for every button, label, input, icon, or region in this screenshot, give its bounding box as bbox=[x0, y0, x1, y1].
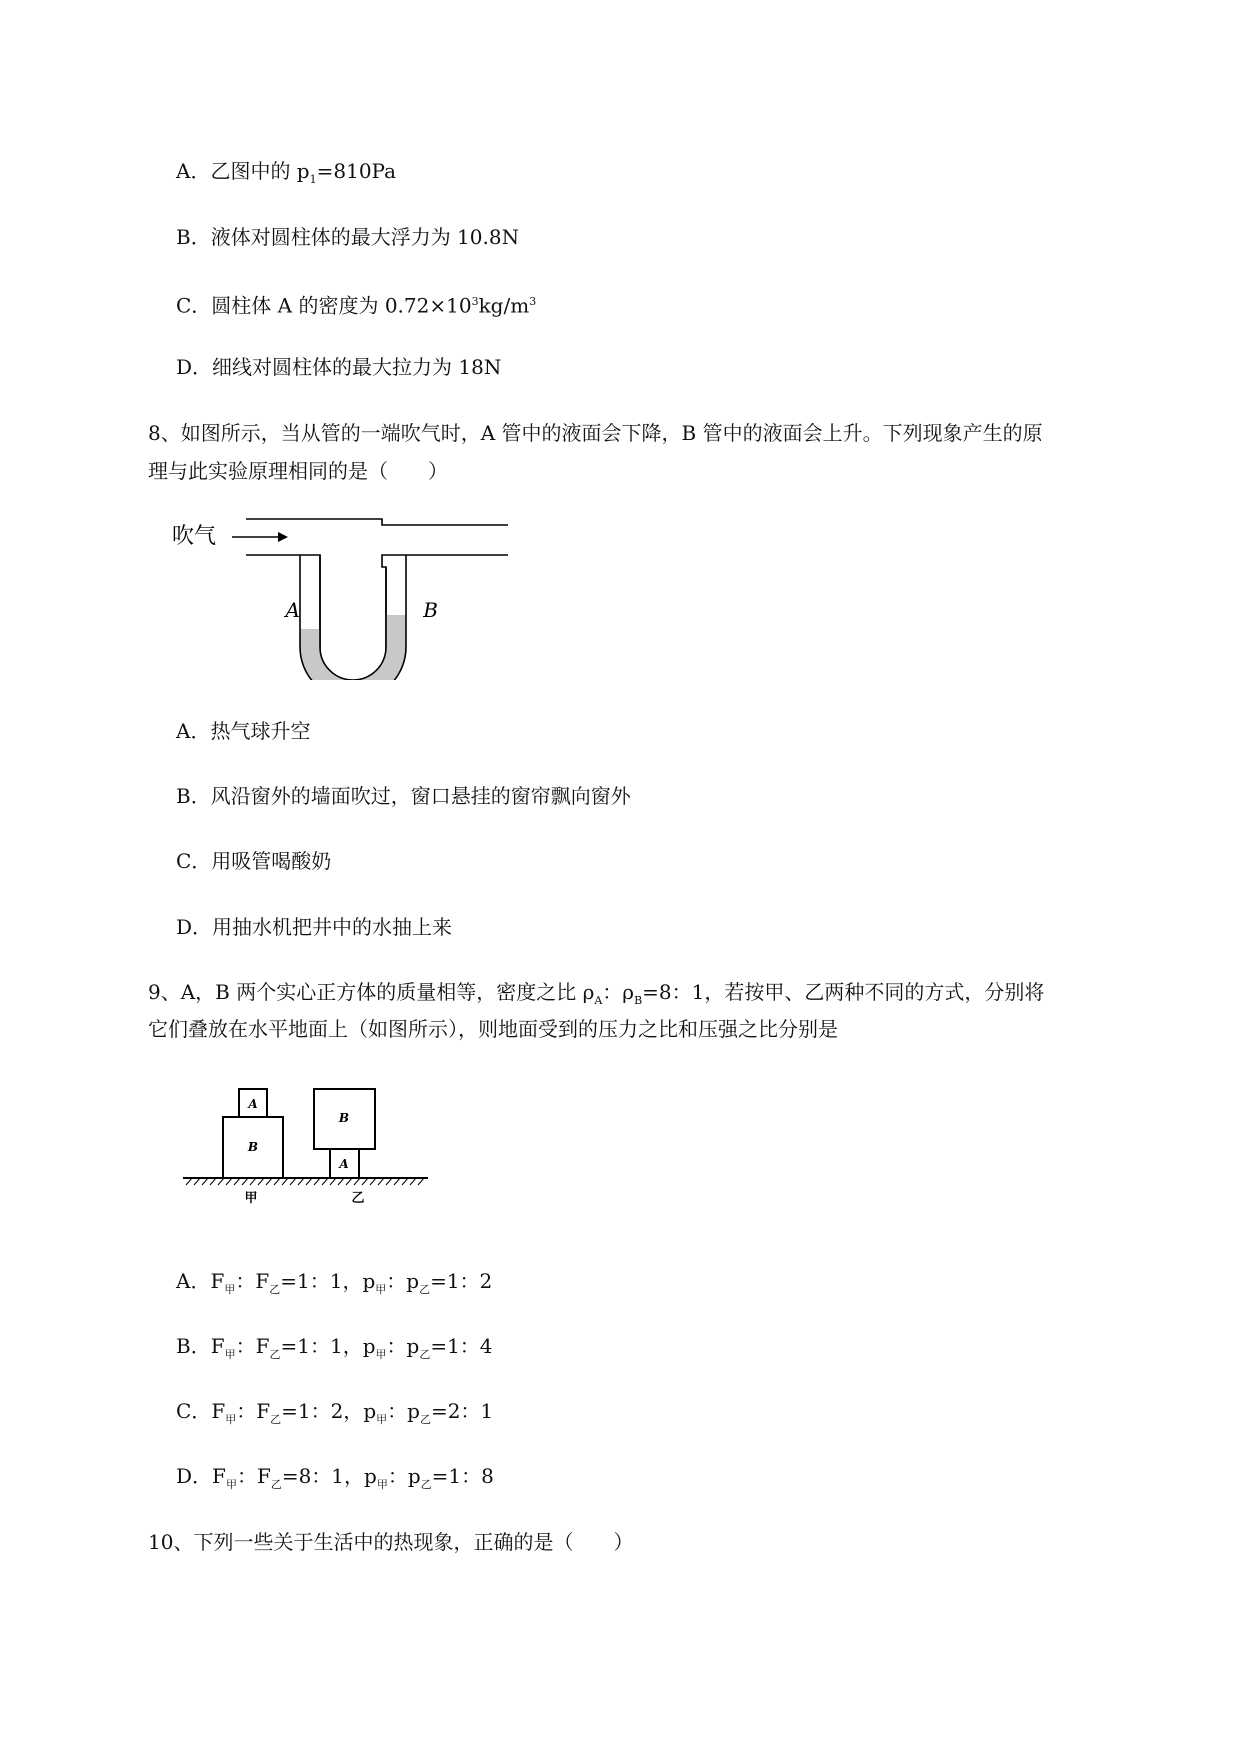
q9-option-b: B．$F_甲$：$F_乙=1$：1，$p_甲$：$p_乙=1$：4 bbox=[176, 1334, 493, 1361]
q8-figure-u-tube bbox=[160, 505, 520, 684]
q9-stem-line1: 9、A，B 两个实心正方体的质量相等，密度之比 $\rho_A$：$\rho_B=8$：1，若按甲、乙两种不同的方式，分别将 bbox=[148, 980, 1045, 1007]
q8-option-b: B．风沿窗外的墙面吹过，窗口悬挂的窗帘飘向窗外 bbox=[176, 784, 631, 808]
q7-option-b: B．液体对圆柱体的最大浮力为 10.8N bbox=[176, 225, 520, 249]
q8-option-a: A．热气球升空 bbox=[176, 719, 311, 743]
q10-stem-line1: 10、下列一些关于生活中的热现象，正确的是（ ） bbox=[148, 1530, 634, 1554]
q9-option-d: D．$F_甲$：$F_乙=8$：1，$p_甲$：$p_乙=1$：8 bbox=[176, 1464, 494, 1491]
blow-label: 吹气 bbox=[172, 524, 217, 549]
label-yi: 乙 bbox=[351, 1191, 365, 1205]
q8-option-c: C．用吸管喝酸奶 bbox=[176, 849, 332, 873]
jia-block-a: A bbox=[248, 1097, 258, 1111]
q8-option-d: D．用抽水机把井中的水抽上来 bbox=[176, 915, 453, 939]
yi-block-b: B bbox=[338, 1111, 350, 1125]
q9-option-a: A．$F_甲$：$F_乙=1$：1，$p_甲$：$p_乙=1$：2 bbox=[176, 1269, 493, 1296]
q8-stem-line2: 理与此实验原理相同的是（ ） bbox=[148, 459, 448, 483]
q7-option-d: D．细线对圆柱体的最大拉力为 18N bbox=[176, 355, 502, 379]
label-b: B bbox=[423, 598, 438, 622]
q7-option-c: C．圆柱体 A 的密度为 $0.72\times 10^3kg/m^3$ bbox=[176, 293, 537, 318]
q9-stem-line2: 它们叠放在水平地面上（如图所示），则地面受到的压力之比和压强之比分别是 bbox=[148, 1017, 838, 1041]
label-jia: 甲 bbox=[244, 1191, 258, 1205]
q7-option-a: A．乙图中的 $p_1=810Pa$ bbox=[176, 159, 397, 186]
yi-block-a: A bbox=[339, 1157, 349, 1171]
label-a: A bbox=[285, 598, 300, 622]
q9-figure-stacked-cubes bbox=[178, 1085, 438, 1209]
q8-stem-line1: 8、如图所示，当从管的一端吹气时，A 管中的液面会下降，B 管中的液面会上升。下列现象产生的原 bbox=[148, 421, 1043, 445]
jia-block-b: B bbox=[247, 1140, 259, 1154]
q9-option-c: C．$F_甲$：$F_乙=1$：2，$p_甲$：$p_乙=2$：1 bbox=[176, 1399, 494, 1426]
